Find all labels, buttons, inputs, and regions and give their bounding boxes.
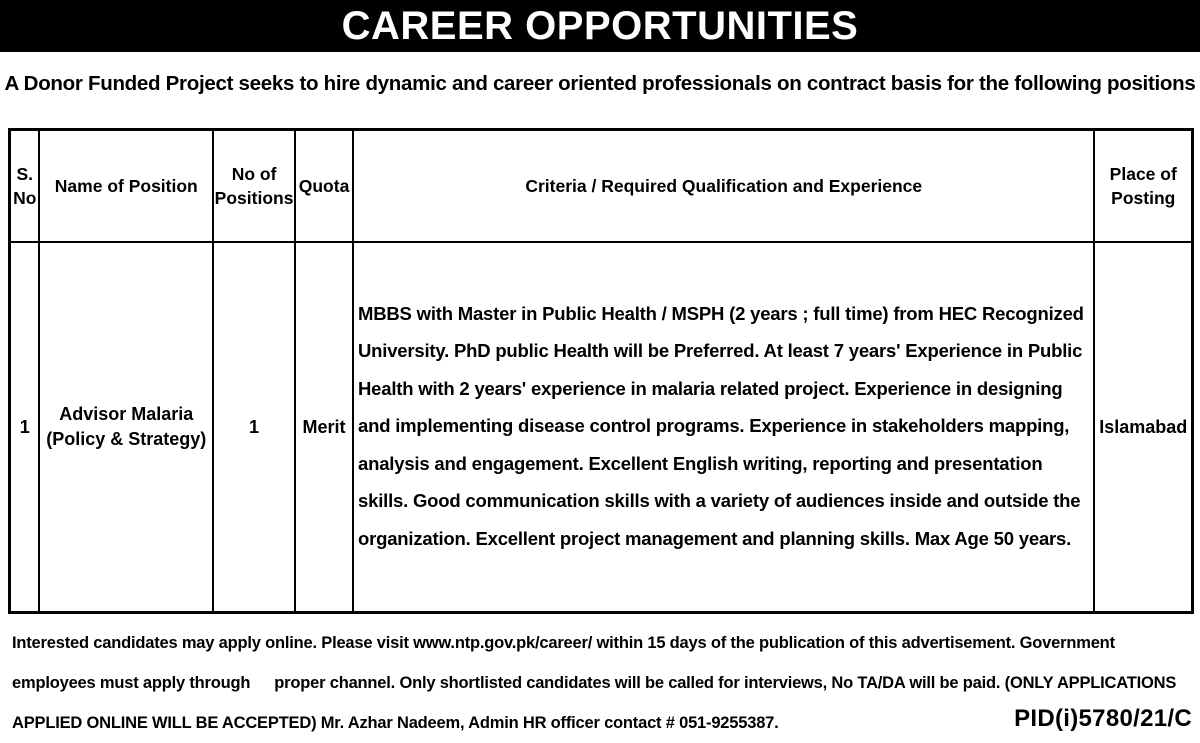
- table-header-row: [10, 130, 1193, 243]
- positions-table: [8, 128, 1194, 614]
- footer-line-2-start: employees must apply through: [12, 674, 251, 692]
- cell-position: [39, 242, 213, 613]
- column-header-posting: Place of Posting: [1094, 130, 1192, 243]
- cell-sno: 1: [10, 242, 40, 613]
- cell-quota: Merit: [295, 242, 353, 613]
- column-header-sno: S. No: [10, 130, 40, 243]
- footer-line-1: Interested candidates may apply online. Please visit www.ntp.gov.pk/career/ within 15 days of the publication of this advertisement. Government: [12, 634, 1115, 652]
- cell-criteria: MBBS with Master in Public Health / MSPH (2 years ; full time) from HEC Recognized University. PhD public Health will be Preferred. At least 7 years' Experience in Public Health with 2 years' experience in malaria related project. Experience in designing and implementing disease control programs. Experience in stakeholders mapping, analysis and engagement. Excellent English writing, reporting and presentation skills. Good communication skills with a variety of audiences inside and outside the organization. Excellent project management and planning skills. Max Age 50 years.: [353, 242, 1094, 613]
- cell-posting: Islamabad: [1094, 242, 1192, 613]
- footer-line-2: [12, 663, 1192, 703]
- subtitle: A Donor Funded Project seeks to hire dynamic and career oriented professionals on contract basis for the following positions: [4, 72, 1196, 95]
- page-title: CAREER OPPORTUNITIES: [0, 0, 1200, 52]
- position-title: Advisor Malaria: [59, 404, 194, 424]
- publication-id: PID(i)5780/21/C: [1014, 705, 1192, 732]
- footer-line-2-end: proper channel. Only shortlisted candidates will be called for interviews, No TA/DA will be paid. (ONLY APPLICATIONS: [274, 674, 1177, 692]
- footer-line-3: APPLIED ONLINE WILL BE ACCEPTED) Mr. Azhar Nadeem, Admin HR officer contact # 051-9255387.: [12, 714, 779, 732]
- cell-count: 1: [213, 242, 295, 613]
- column-header-quota: Quota: [295, 130, 353, 243]
- column-header-position: Name of Position: [39, 130, 213, 243]
- position-subtitle: (Policy & Strategy): [46, 429, 207, 449]
- column-header-count: No of Positions: [213, 130, 295, 243]
- table-row: [10, 242, 1193, 613]
- column-header-criteria: Criteria / Required Qualification and Experience: [353, 130, 1094, 243]
